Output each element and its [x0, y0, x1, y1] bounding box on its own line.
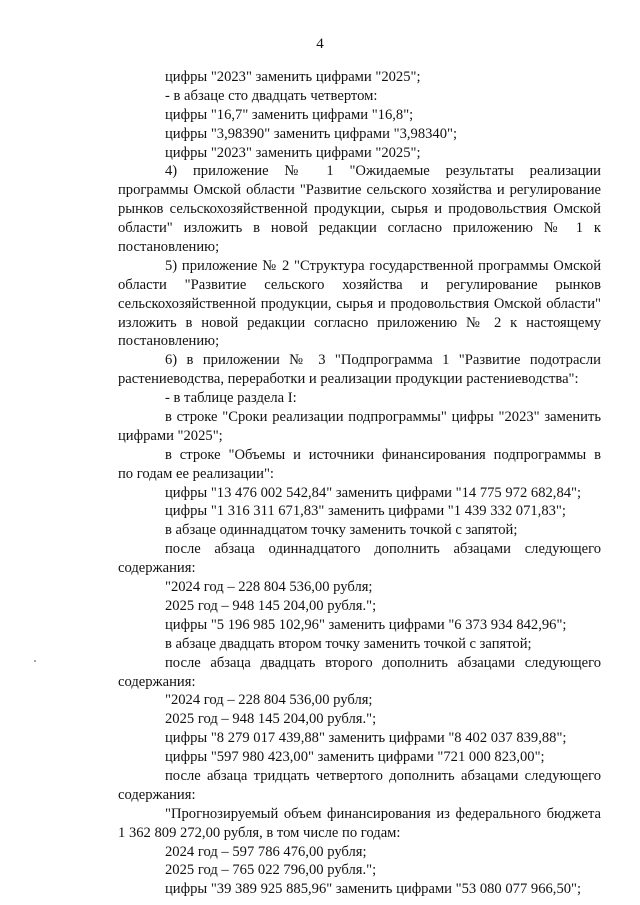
text-line: цифры "39 389 925 885,96" заменить цифрами "53 080 077 966,50"; [165, 881, 582, 898]
text-line: - в таблице раздела I: [165, 390, 297, 407]
text-line: 6) в приложении № 3 "Подпрограмма 1 "Развитие подотрасли [165, 352, 601, 369]
text-line: рынков сельскохозяйственной продукции, сырья и продовольствия Омской [118, 201, 601, 218]
text-line: 2024 год – 597 786 476,00 рубля; [165, 843, 367, 860]
text-line: 4) приложение № 1 "Ожидаемые результаты реализации [165, 163, 601, 180]
text-line: 1 362 809 272,00 рубля, в том числе по годам: [118, 824, 401, 841]
text-line: "2024 год – 228 804 536,00 рубля; [165, 692, 373, 709]
text-line: цифры "2023" заменить цифрами "2025"; [165, 69, 421, 85]
text-line: в абзаце двадцать втором точку заменить точкой с запятой; [165, 635, 532, 652]
text-line: 2025 год – 948 145 204,00 рубля."; [165, 711, 377, 728]
text-line: - в абзаце сто двадцать четвертом: [165, 87, 378, 104]
text-line: содержания: [118, 786, 196, 803]
text-line: цифры "1 316 311 671,83" заменить цифрами "1 439 332 071,83"; [165, 503, 566, 520]
text-line: сельскохозяйственной продукции, сырья и продовольствия Омской области" [118, 295, 601, 312]
text-line: содержания: [118, 560, 196, 577]
text-line: цифры "597 980 423,00" заменить цифрами "721 000 823,00"; [165, 749, 545, 766]
scan-artifact [34, 660, 36, 662]
text-line: постановлению; [118, 333, 220, 350]
text-line: области "Развитие сельского хозяйства и регулирование рынков [118, 276, 601, 293]
text-line: 5) приложение № 2 "Структура государственной программы Омской [165, 257, 601, 274]
text-line: 2025 год – 765 022 796,00 рубля."; [165, 862, 377, 879]
text-line: после абзаца одиннадцатого дополнить абзацами следующего [165, 541, 601, 558]
text-line: цифры "3,98390" заменить цифрами "3,98340"; [165, 125, 458, 142]
text-line: цифры "13 476 002 542,84" заменить цифрами "14 775 972 682,84"; [165, 484, 582, 501]
text-line: "Прогнозируемый объем финансирования из федерального бюджета [165, 805, 601, 822]
text-line: содержания: [118, 673, 196, 690]
text-line: растениеводства, переработки и реализации продукции растениеводства": [118, 371, 579, 388]
text-line: в абзаце одиннадцатом точку заменить точкой с запятой; [165, 522, 518, 539]
text-line: постановлению; [118, 239, 220, 256]
text-line: программы Омской области "Развитие сельского хозяйства и регулирование [118, 182, 601, 199]
text-line: "2024 год – 228 804 536,00 рубля; [165, 579, 373, 596]
text-line: после абзаца двадцать второго дополнить абзацами следующего [165, 654, 601, 671]
page-number: 4 [316, 36, 324, 52]
text-line: по годам ее реализации": [118, 465, 274, 482]
text-line: области" изложить в новой редакции согласно приложению № 1 к [118, 220, 601, 237]
text-line: в строке "Объемы и источники финансирования подпрограммы в [165, 446, 601, 463]
text-line: после абзаца тридцать четвертого дополнить абзацами следующего [165, 767, 601, 784]
text-line: изложить в новой редакции согласно приложению № 2 к настоящему [118, 314, 601, 331]
text-line: 2025 год – 948 145 204,00 рубля."; [165, 597, 377, 614]
text-line: цифры "16,7" заменить цифрами "16,8"; [165, 106, 414, 123]
text-line: цифрами "2025"; [118, 427, 223, 444]
text-line: цифры "2023" заменить цифрами "2025"; [165, 144, 421, 161]
document-body [118, 68, 601, 899]
text-line: цифры "8 279 017 439,88" заменить цифрами "8 402 037 839,88"; [165, 730, 567, 747]
text-line: цифры "5 196 985 102,96" заменить цифрами "6 373 934 842,96"; [165, 616, 567, 633]
text-line: в строке "Сроки реализации подпрограммы" цифры "2023" заменить [165, 409, 601, 426]
